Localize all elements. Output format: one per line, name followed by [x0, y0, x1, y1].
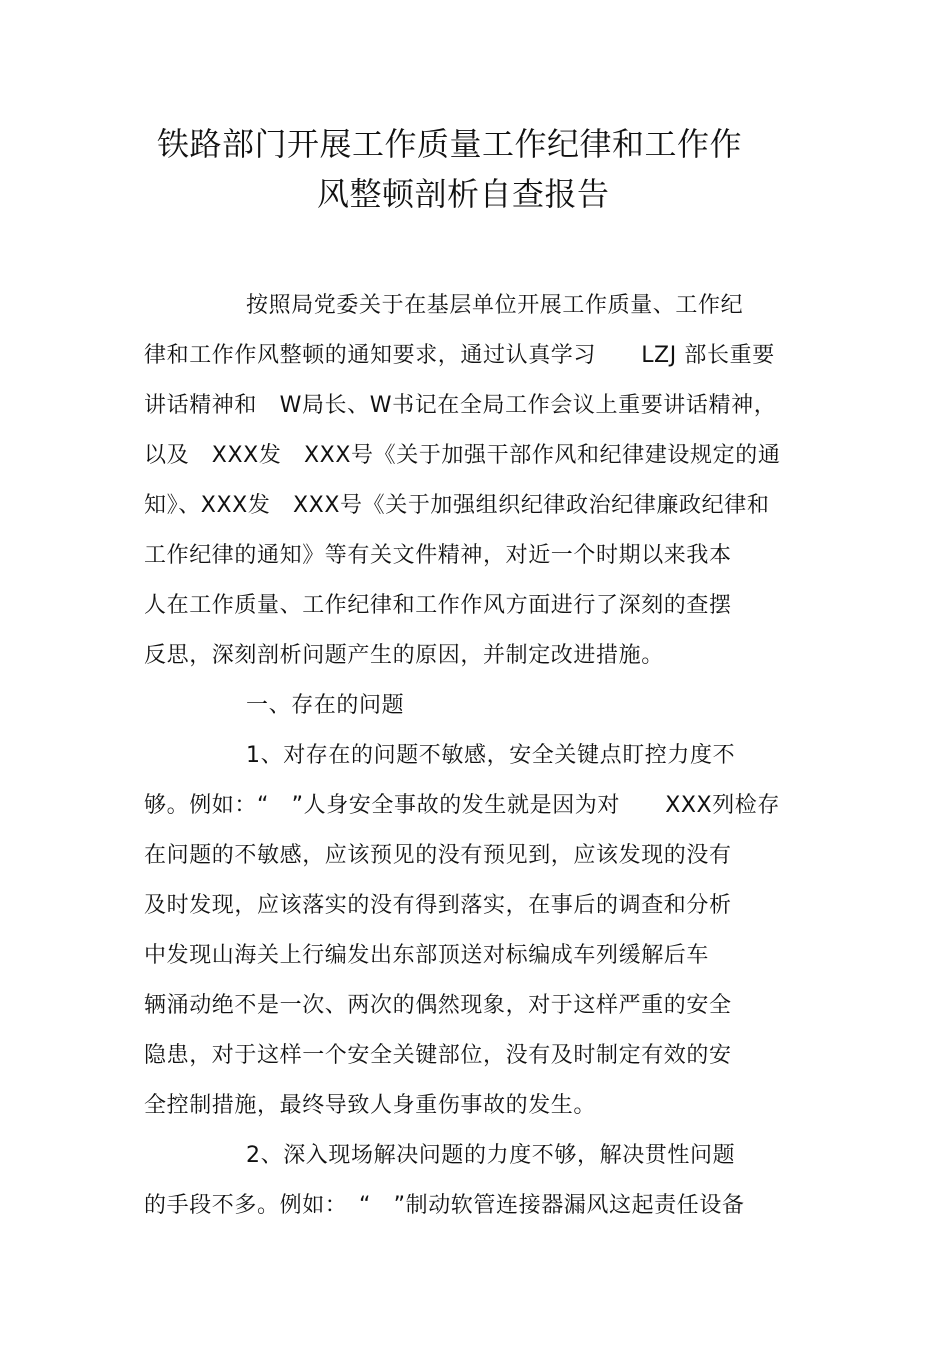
paragraph-line: 辆涌动绝不是一次、两次的偶然现象，对于这样严重的安全: [144, 993, 732, 1018]
paragraph-line: 工作纪律的通知》等有关文件精神，对近一个时期以来我本: [144, 543, 732, 568]
paragraph-line: 中发现山海关上行编发出东部顶送对标编成车列缓解后车: [144, 943, 710, 968]
paragraph-line: 在问题的不敏感，应该预见的没有预见到，应该发现的没有: [144, 843, 732, 868]
paragraph-line: 按照局党委关于在基层单位开展工作质量、工作纪: [246, 293, 744, 318]
paragraph-line: 及时发现，应该落实的没有得到落实，在事后的调查和分析: [144, 893, 732, 918]
paragraph-line: 知》、XXX发 XXX号《关于加强组织纪律政治纪律廉政纪律和: [144, 493, 770, 518]
paragraph-line: 人在工作质量、工作纪律和工作作风方面进行了深刻的查摆: [144, 593, 732, 618]
paragraph-line: 全控制措施，最终导致人身重伤事故的发生。: [144, 1093, 597, 1118]
paragraph-line: 隐患，对于这样一个安全关键部位，没有及时制定有效的安: [144, 1043, 732, 1068]
paragraph-line: 的手段不多。例如： “ ”制动软管连接器漏风这起责任设备: [144, 1193, 745, 1218]
paragraph-line: 律和工作作风整顿的通知要求，通过认真学习 LZJ 部长重要: [144, 343, 775, 368]
paragraph-line: 讲话精神和 W局长、W书记在全局工作会议上重要讲话精神，: [144, 393, 777, 418]
paragraph-line: 够。例如：“ ”人身安全事故的发生就是因为对 XXX列检存: [144, 793, 781, 818]
paragraph-line: 以及 XXX发 XXX号《关于加强干部作风和纪律建设规定的通: [144, 443, 781, 468]
paragraph-line: 2、深入现场解决问题的力度不够，解决贯性问题: [246, 1143, 736, 1168]
paragraph-line: 1、对存在的问题不敏感，安全关键点盯控力度不: [246, 743, 736, 768]
document-title-line-1: 铁路部门开展工作质量工作纪律和工作作: [157, 125, 743, 163]
section-heading: 一、存在的问题: [246, 693, 405, 718]
document-title-line-2: 风整顿剖析自查报告: [317, 175, 610, 213]
paragraph-line: 反思，深刻剖析问题产生的原因，并制定改进措施。: [144, 643, 664, 668]
